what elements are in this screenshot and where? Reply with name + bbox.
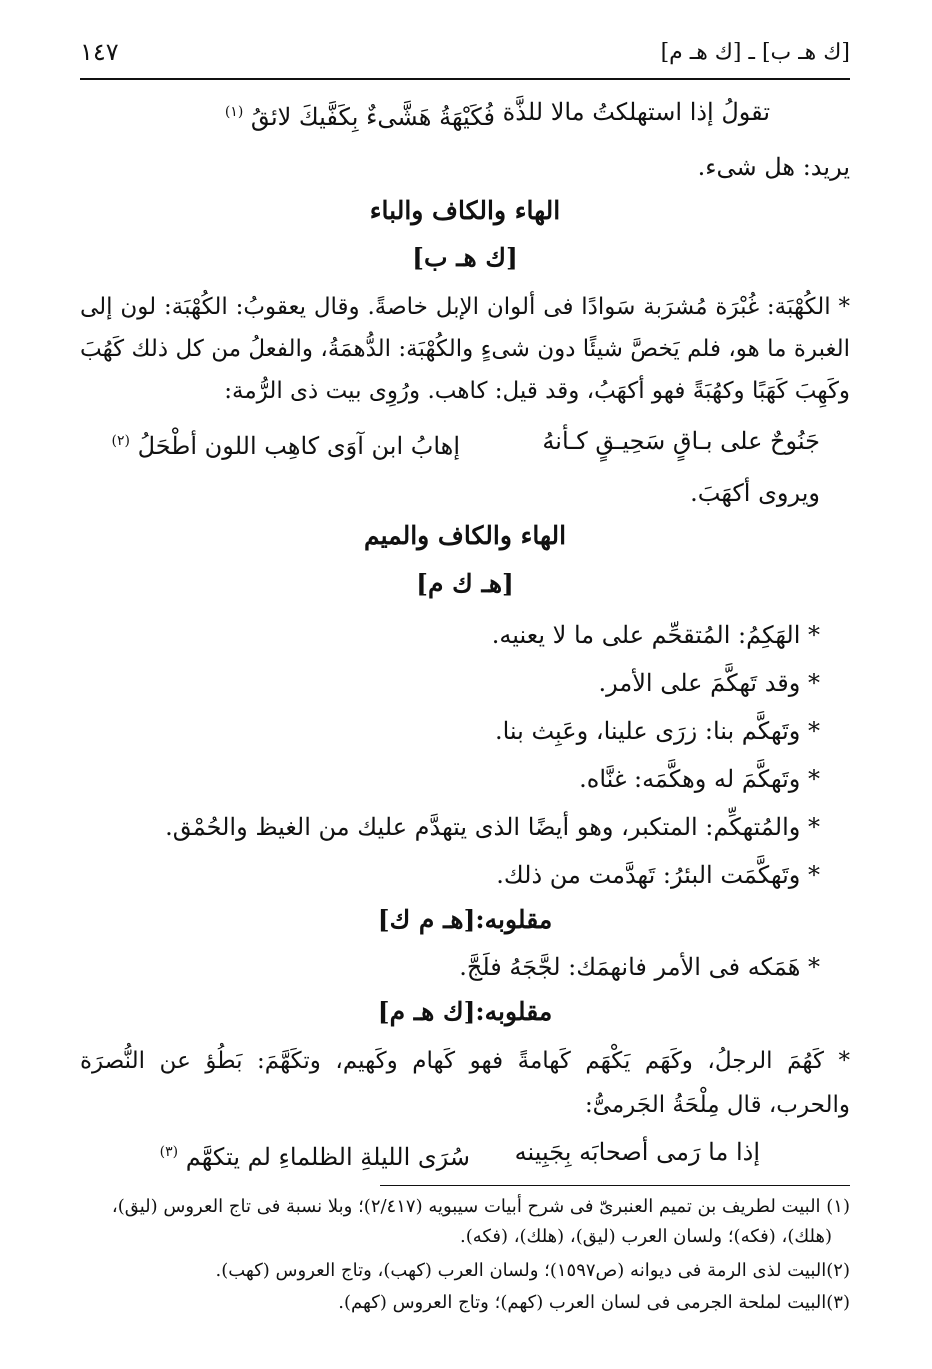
entry-line: * وتَهكَّمَ له وهكَّمَه: غنَّاه.	[579, 765, 820, 793]
verse-top-hemistich-2-wrap	[225, 96, 495, 133]
page-number: ١٤٧	[80, 38, 119, 66]
running-head: [ك هـ ب] ـ [ك هـ م]	[660, 40, 850, 65]
section-root-3: [هـ م ك]	[377, 905, 476, 934]
maqlub-label: مقلوبه:	[475, 905, 553, 934]
footnote-line: (٢)البيت لذى الرمة فى ديوانه (ص١٥٩٧)؛ ولسان العرب (كهب)، وتاج العروس (كهب).	[215, 1260, 850, 1281]
verse-1-hemistich-1: جَنُوحٌ على بـاقٍ سَحِيـقٍ كـأنهُ	[542, 427, 820, 455]
entry-line: * هَمَكه فى الأمر فانهمَك: لجَّجَهُ فلَجَّ.	[459, 953, 820, 981]
entry-line: * وقد تَهكَّمَ على الأمر.	[598, 669, 820, 697]
section-heading-2: الهاء والكاف والميم	[363, 521, 567, 550]
section-root-2: [هـ ك م]	[416, 569, 514, 598]
verse-3-hemistich-2: سُرَى الليلةِ الظلماءِ لم يتكهَّم	[185, 1143, 470, 1171]
footnote-ref-2: (٢)	[111, 433, 130, 449]
verse-3-hemistich-1: إذا ما رَمى أصحابَه بِجَبِينه	[514, 1138, 760, 1166]
footnote-line: (٣)البيت لملحة الجرمى فى لسان العرب (كهم)؛ وتاج العروس (كهم).	[338, 1292, 850, 1313]
verse-top-hemistich-1: تقولُ إذا استهلكتُ مالا للذَّة	[502, 98, 770, 126]
yurid-line: يريد: هل شىء.	[697, 153, 850, 181]
footnote-ref-1: (١)	[224, 104, 244, 120]
entry-line: * وتَهكَّمَت البئرُ: تَهدَّمت من ذلك.	[496, 861, 820, 889]
page-header	[80, 38, 850, 80]
verse-3-hemistich-2-wrap	[160, 1136, 470, 1173]
text-line: الغبرة ما هو، فلم يَخصَّ شيئًا دون شىءٍ والكُهْبَة: الدُّهمَةُ، والفعلُ من كل ذلك كَهُبَ	[80, 336, 850, 362]
entry-line: * الهَكِمُ: المُتقحِّم على ما لا يعنيه.	[491, 621, 820, 649]
entry-line: * وتَهكَّم بنا: زرَى علينا، وعَبِث بنا.	[494, 717, 820, 745]
text-line: والحرب، قال مِلْحَةُ الجَرمىُّ:	[584, 1092, 850, 1118]
footnote-line: (هلك)، (فكه)؛ ولسان العرب (ليق)، (هلك)، (فكه).	[460, 1226, 832, 1247]
section-heading-3	[80, 904, 850, 936]
section-root-1: [ك هـ ب]	[412, 243, 518, 272]
section-root-4: [ك هـ م]	[377, 997, 476, 1026]
maqlub-label: مقلوبه:	[475, 997, 553, 1026]
entry-line: * والمُتهكِّم: المتكبر، وهو أيضًا الذى يتهدَّم عليك من الغيظ والحُمْق.	[165, 813, 820, 841]
text-line: * الكُهْبَة: غُبْرَة مُشرَبة سَوادًا فى ألوان الإبل خاصةً. وقال يعقوبُ: الكُهْبَة: لون إلى	[80, 294, 850, 320]
text-line: وكَهِبَ كَهَبًا وكهُبَةً فهو أكهَبُ، وقد قيل: كاهب. ورُوِى بيت ذى الرُّمة:	[224, 378, 850, 404]
footnote-ref-3: (٣)	[159, 1144, 179, 1160]
verse-1-hemistich-2: إهابُ ابن آوَى كاهِب اللون أطْحَلُ	[137, 432, 460, 460]
footnote-divider	[380, 1185, 850, 1186]
after-verse-line: ويروى أكهَبَ.	[690, 479, 820, 507]
text-line: * كَهُمَ الرجلُ، وكَهَم يَكْهَم كَهامةً فهو كَهام وكَهيم، وتكَهَّمَ: بَطُؤ عن النُّصرَة	[80, 1048, 850, 1074]
verse-top-hemistich-2: فُكَيْهَةُ هَشَّىءٌ بِكَفَّيكَ لائقُ	[250, 103, 495, 131]
section-heading-1: الهاء والكاف والباء	[369, 196, 561, 225]
section-heading-4	[80, 996, 850, 1028]
verse-1-hemistich-2-wrap	[112, 425, 461, 462]
footnote-line: (١) البيت لطريف بن تميم العنبرىّ فى شرح أبيات سيبويه (٢/٤١٧)؛ وبلا نسبة فى تاج العروس (ليق)،	[111, 1196, 850, 1217]
